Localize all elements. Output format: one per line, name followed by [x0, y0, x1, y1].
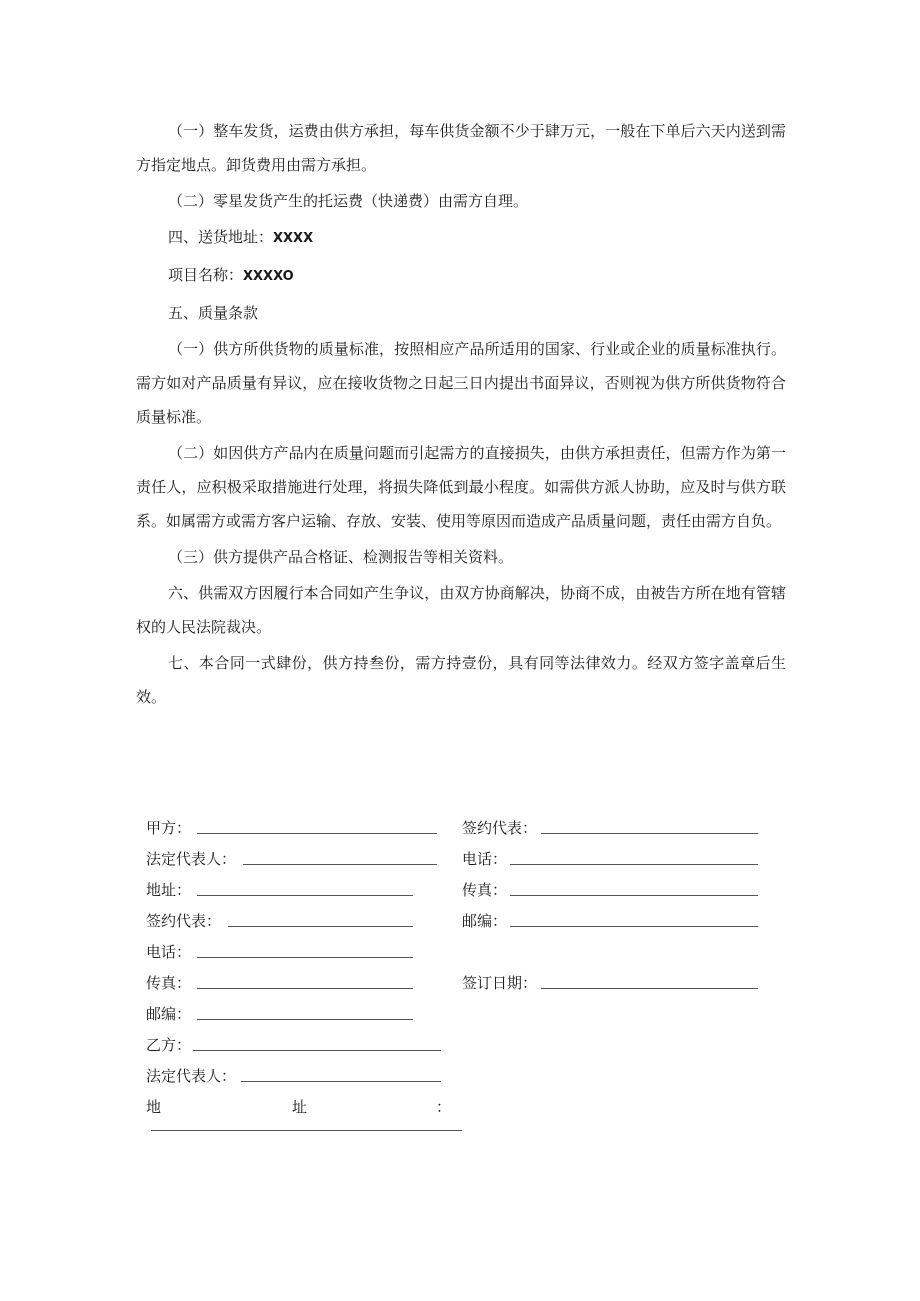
- project-name-label: 项目名称：: [168, 266, 244, 284]
- fax-a-label: 传真：: [146, 974, 192, 992]
- party-a-label: 甲方：: [146, 819, 192, 837]
- phone-a-line[interactable]: [197, 957, 413, 958]
- address-b-colon: ：: [436, 1098, 452, 1116]
- delivery-address-value: XXXX: [273, 231, 314, 246]
- fax-r-label: 传真：: [462, 881, 508, 899]
- address-a-line[interactable]: [197, 895, 413, 896]
- address-b-label-2: 址: [292, 1098, 308, 1116]
- delivery-address-label: 四、送货地址：: [168, 228, 274, 246]
- legal-rep-a-label: 法定代表人：: [146, 850, 237, 868]
- signing-rep-r-label: 签约代表：: [462, 819, 538, 837]
- fax-r-line[interactable]: [510, 895, 758, 896]
- address-b-label-1: 地: [146, 1098, 162, 1116]
- legal-rep-a-line[interactable]: [243, 864, 437, 865]
- clause-3-2: （二）零星发货产生的托运费（快递费）由需方自理。: [168, 192, 529, 210]
- signing-rep-a-line[interactable]: [228, 926, 413, 927]
- clause-5-3: （三）供方提供产品合格证、检测报告等相关资料。: [168, 548, 514, 566]
- sign-date-line[interactable]: [541, 988, 758, 989]
- postcode-r-line[interactable]: [510, 926, 758, 927]
- address-b-line[interactable]: [151, 1130, 462, 1131]
- legal-rep-b-line[interactable]: [241, 1081, 441, 1082]
- fax-a-line[interactable]: [197, 988, 413, 989]
- party-a-line[interactable]: [197, 833, 437, 834]
- legal-rep-b-label: 法定代表人：: [146, 1067, 237, 1085]
- clause-6: 六、供需双方因履行本合同如产生争议，由双方协商解决，协商不成，由被告方所在地有管辖权的人民法院裁决。: [136, 584, 786, 636]
- project-name: [136, 258, 786, 294]
- party-b-line[interactable]: [193, 1050, 441, 1051]
- postcode-a-label: 邮编：: [146, 1005, 192, 1023]
- clause-5-1: （一）供方所供货物的质量标准，按照相应产品所适用的国家、行业或企业的质量标准执行。需方如对产品质量有异议，应在接收货物之日起三日内提出书面异议，否则视为供方所供货物符合质量标准。: [136, 340, 786, 426]
- contract-body: [136, 114, 786, 714]
- clause-7: 七、本合同一式肆份，供方持叁份，需方持壹份，具有同等法律效力。经双方签字盖章后生效。: [136, 654, 786, 706]
- clause-4: [136, 220, 786, 256]
- signing-rep-r-line[interactable]: [541, 833, 758, 834]
- phone-a-label: 电话：: [146, 943, 192, 961]
- sign-date-label: 签订日期：: [462, 974, 538, 992]
- postcode-r-label: 邮编：: [462, 912, 508, 930]
- project-name-value: XXXXO: [243, 269, 294, 284]
- phone-r-line[interactable]: [510, 864, 758, 865]
- party-b-label: 乙方：: [146, 1036, 192, 1054]
- signing-rep-a-label: 签约代表：: [146, 912, 222, 930]
- address-a-label: 地址：: [146, 881, 192, 899]
- phone-r-label: 电话：: [462, 850, 508, 868]
- clause-5-title: 五、质量条款: [168, 304, 259, 322]
- postcode-a-line[interactable]: [197, 1019, 413, 1020]
- clause-5-2: （二）如因供方产品内在质量问题而引起需方的直接损失，由供方承担责任，但需方作为第一责任人，应积极采取措施进行处理，将损失降低到最小程度。如需供方派人协助，应及时与供方联系。如属需方或需方客户运输、存放、安装、使用等原因而造成产品质量问题，责任由需方自负。: [136, 444, 786, 530]
- clause-3-1: （一）整车发货，运费由供方承担，每车供货金额不少于肆万元，一般在下单后六天内送到需方指定地点。卸货费用由需方承担。: [136, 122, 786, 174]
